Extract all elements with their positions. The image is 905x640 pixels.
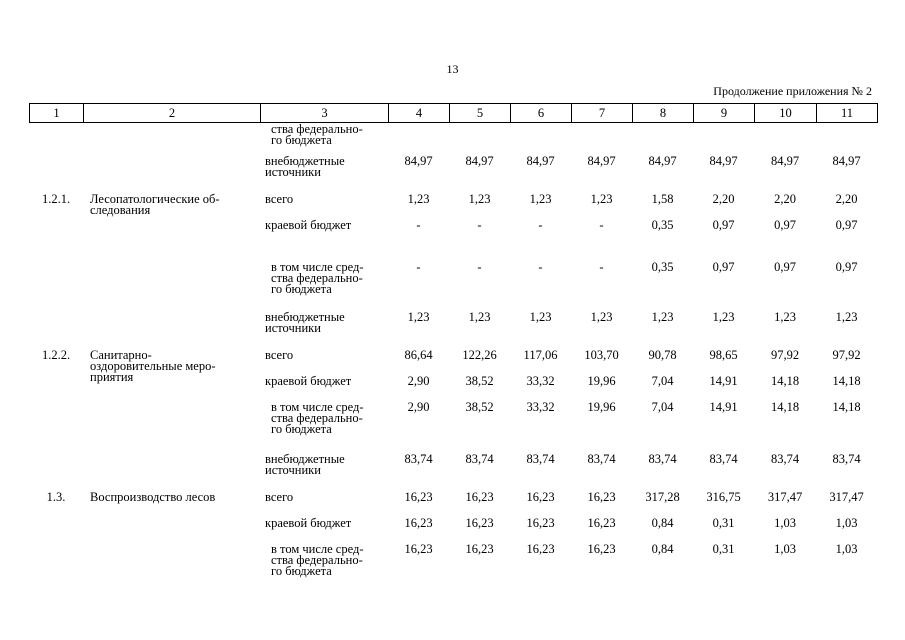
activity-name: Воспроизводство лесов <box>90 490 216 504</box>
value-col-5: 16,23 <box>465 542 494 556</box>
value-col-5: 16,23 <box>465 490 494 504</box>
value-col-4: 16,23 <box>404 542 433 556</box>
funding-source: в том числе сред- ства федерально- го бюджета <box>271 260 364 296</box>
funding-source: краевой бюджет <box>265 516 352 530</box>
value-col-10: 14,18 <box>770 374 800 388</box>
value-col-9: 316,75 <box>706 490 741 504</box>
page-number: 13 <box>446 62 459 76</box>
value-col-9: 14,91 <box>709 400 738 414</box>
value-col-4: 2,90 <box>407 400 430 414</box>
value-col-4: - <box>416 218 421 232</box>
value-col-6: 16,23 <box>526 542 555 556</box>
value-col-4: 2,90 <box>407 374 430 388</box>
header-col-8: 8 <box>633 104 694 123</box>
continuation-note: Продолжение приложения № 2 <box>713 84 872 98</box>
value-col-6: 84,97 <box>526 154 555 168</box>
value-col-9: 98,65 <box>709 348 738 362</box>
value-col-5: 38,52 <box>465 374 494 388</box>
value-col-10: 97,92 <box>770 348 800 362</box>
value-col-11: 1,23 <box>835 310 858 324</box>
value-col-7: 16,23 <box>587 490 616 504</box>
value-col-10: 1,03 <box>774 516 796 530</box>
value-col-8: 0,84 <box>651 516 674 530</box>
row-number: 1.2.1. <box>41 192 71 206</box>
value-col-11: 14,18 <box>832 400 861 414</box>
value-col-6: 117,06 <box>523 348 558 362</box>
value-col-8: 83,74 <box>648 452 677 466</box>
value-col-6: - <box>538 218 543 232</box>
value-col-10: 84,97 <box>770 154 800 168</box>
header-col-11: 11 <box>817 104 878 123</box>
value-col-7: 16,23 <box>587 516 616 530</box>
value-col-7: 83,74 <box>587 452 616 466</box>
value-col-11: 0,97 <box>835 260 858 274</box>
value-col-11: 83,74 <box>832 452 861 466</box>
header-col-1: 1 <box>30 104 84 123</box>
value-col-11: 2,20 <box>835 192 858 206</box>
value-col-7: 1,23 <box>590 192 613 206</box>
value-col-11: 84,97 <box>832 154 861 168</box>
value-col-5: - <box>477 260 482 274</box>
value-col-11: 14,18 <box>832 374 861 388</box>
value-col-7: 16,23 <box>587 542 616 556</box>
value-col-7: 84,97 <box>587 154 616 168</box>
header-col-10: 10 <box>755 104 817 123</box>
funding-source: внебюджетные источники <box>265 154 345 179</box>
funding-source: внебюджетные источники <box>265 310 345 335</box>
value-col-7: 19,96 <box>587 374 616 388</box>
value-col-7: - <box>599 218 604 232</box>
value-col-7: - <box>599 260 604 274</box>
value-col-11: 97,92 <box>832 348 861 362</box>
value-col-4: 86,64 <box>404 348 433 362</box>
value-col-8: 0,35 <box>651 218 674 232</box>
value-col-10: 1,23 <box>774 310 796 324</box>
funding-source: в том числе сред- ства федерально- го бюджета <box>271 542 364 578</box>
value-col-8: 84,97 <box>648 154 677 168</box>
value-col-5: 16,23 <box>465 516 494 530</box>
value-col-7: 103,70 <box>584 348 619 362</box>
funding-source: всего <box>265 490 294 504</box>
value-col-9: 14,91 <box>709 374 738 388</box>
funding-source: в том числе сред- ства федерально- го бюджета <box>271 400 364 436</box>
value-col-10: 83,74 <box>770 452 800 466</box>
value-col-8: 90,78 <box>648 348 677 362</box>
value-col-4: 83,74 <box>404 452 433 466</box>
value-col-4: 16,23 <box>404 516 433 530</box>
value-col-11: 0,97 <box>835 218 858 232</box>
header-col-4: 4 <box>389 104 450 123</box>
value-col-6: 1,23 <box>529 310 552 324</box>
row-number: 1.3. <box>46 490 66 504</box>
value-col-8: 0,84 <box>651 542 674 556</box>
value-col-11: 1,03 <box>835 516 858 530</box>
value-col-6: 83,74 <box>526 452 555 466</box>
value-col-9: 2,20 <box>712 192 735 206</box>
value-col-10: 1,03 <box>774 542 796 556</box>
value-col-5: 1,23 <box>468 192 491 206</box>
column-header-table <box>29 103 878 123</box>
value-col-8: 1,58 <box>651 192 674 206</box>
value-col-8: 317,28 <box>645 490 680 504</box>
value-col-9: 0,97 <box>712 260 735 274</box>
activity-name: Санитарно- оздоровительные меро- приятия <box>90 348 216 384</box>
value-col-5: - <box>477 218 482 232</box>
value-col-6: - <box>538 260 543 274</box>
value-col-7: 19,96 <box>587 400 616 414</box>
value-col-10: 0,97 <box>774 218 796 232</box>
value-col-6: 33,32 <box>526 374 555 388</box>
value-col-5: 83,74 <box>465 452 494 466</box>
funding-source: ства федерально- го бюджета <box>271 122 363 147</box>
value-col-8: 1,23 <box>651 310 674 324</box>
value-col-9: 0,31 <box>712 516 735 530</box>
header-col-2: 2 <box>84 104 261 123</box>
value-col-4: 1,23 <box>407 192 430 206</box>
value-col-8: 7,04 <box>651 400 674 414</box>
value-col-10: 2,20 <box>774 192 796 206</box>
value-col-6: 16,23 <box>526 516 555 530</box>
value-col-5: 84,97 <box>465 154 494 168</box>
funding-source: всего <box>265 192 294 206</box>
header-col-9: 9 <box>694 104 755 123</box>
value-col-9: 1,23 <box>712 310 735 324</box>
value-col-4: 16,23 <box>404 490 433 504</box>
value-col-11: 317,47 <box>829 490 864 504</box>
value-col-4: 84,97 <box>404 154 433 168</box>
funding-source: краевой бюджет <box>265 218 352 232</box>
value-col-4: 1,23 <box>407 310 430 324</box>
value-col-11: 1,03 <box>835 542 858 556</box>
value-col-6: 1,23 <box>529 192 552 206</box>
value-col-6: 16,23 <box>526 490 555 504</box>
header-col-7: 7 <box>572 104 633 123</box>
header-col-6: 6 <box>511 104 572 123</box>
funding-source: всего <box>265 348 294 362</box>
value-col-8: 7,04 <box>651 374 674 388</box>
value-col-5: 122,26 <box>462 348 497 362</box>
value-col-10: 317,47 <box>767 490 803 504</box>
value-col-5: 38,52 <box>465 400 494 414</box>
value-col-9: 0,97 <box>712 218 735 232</box>
activity-name: Лесопатологические об- следования <box>90 192 220 217</box>
value-col-9: 83,74 <box>709 452 738 466</box>
value-col-9: 84,97 <box>709 154 738 168</box>
value-col-10: 14,18 <box>770 400 800 414</box>
funding-source: краевой бюджет <box>265 374 352 388</box>
header-col-3: 3 <box>261 104 389 123</box>
funding-source: внебюджетные источники <box>265 452 345 477</box>
value-col-4: - <box>416 260 421 274</box>
row-number: 1.2.2. <box>41 348 71 362</box>
value-col-10: 0,97 <box>774 260 796 274</box>
value-col-9: 0,31 <box>712 542 735 556</box>
value-col-8: 0,35 <box>651 260 674 274</box>
value-col-5: 1,23 <box>468 310 491 324</box>
header-col-5: 5 <box>450 104 511 123</box>
value-col-7: 1,23 <box>590 310 613 324</box>
value-col-6: 33,32 <box>526 400 555 414</box>
